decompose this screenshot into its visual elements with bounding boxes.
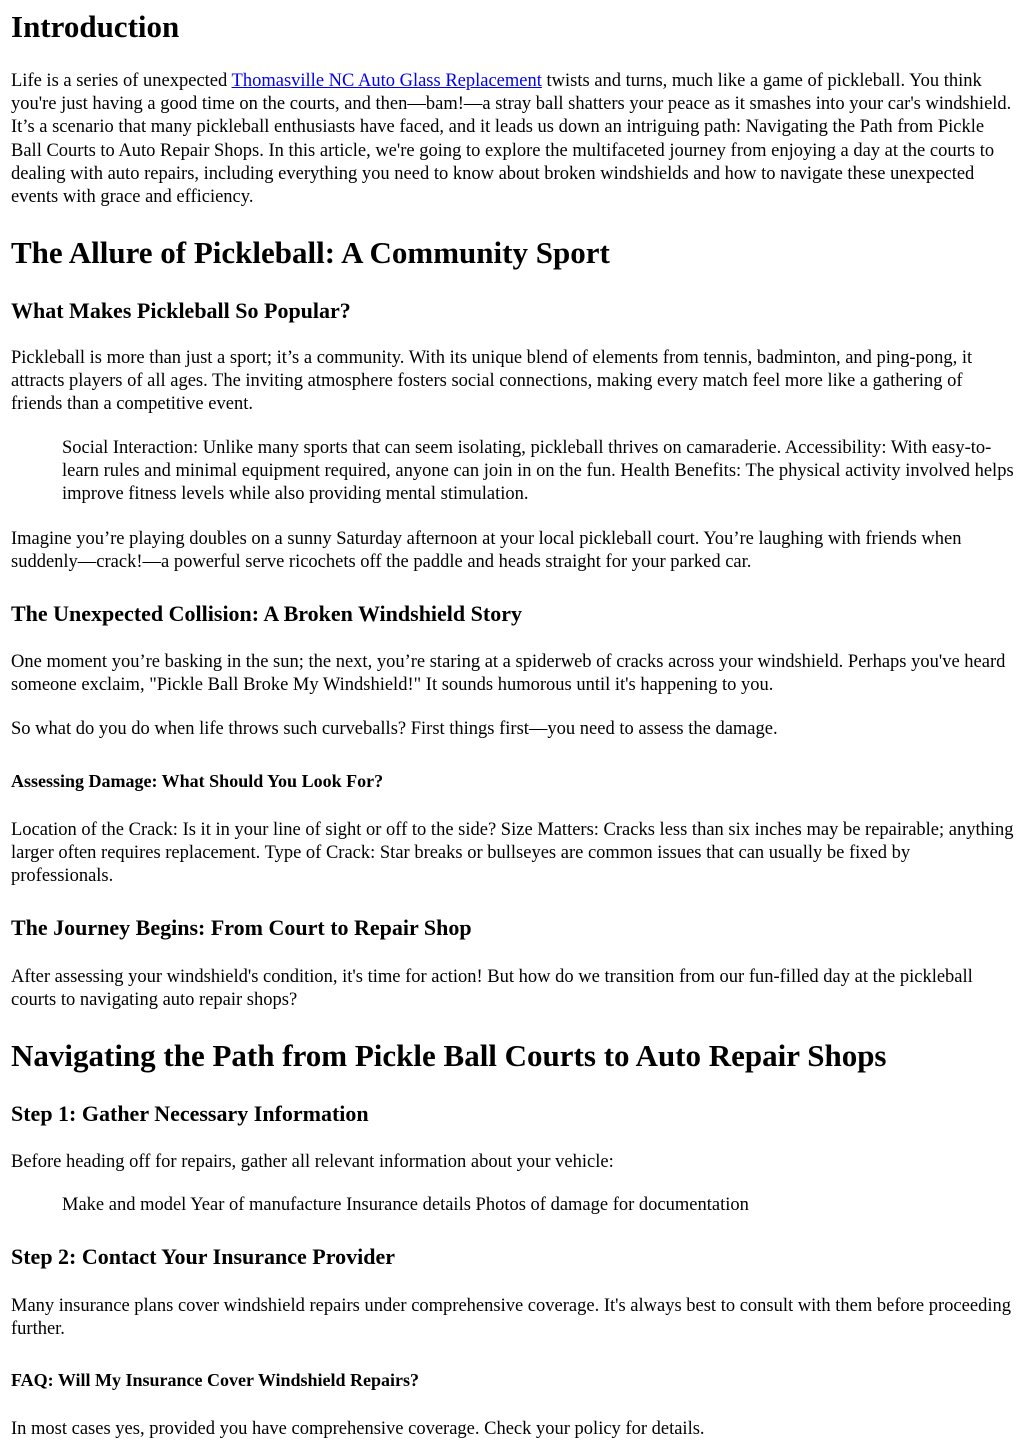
intro-text-after-link: twists and turns, much like a game of pickleball. You think you're just having a good time on the courts, and then—bam!—a stray ball shatters your peace as it smashes into your car's windshield. It’s a scenario that many pickleball enthusiasts have faced, and it leads us down an intriguing path: Navigating the Path from Pickle Ball Courts to Auto Repair Shops. In this article, we're going to explore the multifaceted journey from enjoying a day at the courts to dealing with auto repairs, including everything you need to know about broken windshields and how to navigate these unexpected events with grace and efficiency. (11, 71, 1012, 208)
popularity-subheading: What Makes Pickleball So Popular? (11, 298, 351, 323)
assessing-damage-heading: Assessing Damage: What Should You Look For? (11, 771, 384, 791)
assessing-damage-text: Location of the Crack: Is it in your line of sight or off to the side? Size Matters: Cracks less than six inches may be repairable; anything larger often requires replacement. Type of Crack: Star breaks or bullseyes are common issues that can usually be fixed by professionals. (11, 820, 1014, 887)
step2-paragraph: Many insurance plans cover windshield repairs under comprehensive coverage. It's always best to consult with them before proceeding further. (11, 1296, 1011, 1340)
faq-insurance-heading: FAQ: Will My Insurance Cover Windshield Repairs? (11, 1370, 420, 1390)
intro-paragraph (11, 70, 1016, 209)
journey-heading: The Journey Begins: From Court to Repair Shop (11, 915, 472, 940)
doubles-paragraph: Imagine you’re playing doubles on a sunny Saturday afternoon at your local pickleball court. You’re laughing with friends when suddenly—crack!—a powerful serve ricochets off the paddle and heads straight for your parked car. (11, 529, 962, 573)
intro-text-before-link: Life is a series of unexpected (11, 71, 232, 91)
allure-paragraph: Pickleball is more than just a sport; it’s a community. With its unique blend of elements from tennis, badminton, and ping-pong, it attracts players of all ages. The inviting atmosphere fosters social connections, making every match feel more like a gathering of friends than a competitive event. (11, 348, 973, 415)
journey-paragraph: After assessing your windshield's condition, it's time for action! But how do we transition from our fun-filled day at the pickleball courts to navigating auto repair shops? (11, 967, 973, 1011)
collision-paragraph: One moment you’re basking in the sun; the next, you’re staring at a spiderweb of cracks across your windshield. Perhaps you've heard someone exclaim, "Pickle Ball Broke My Windshield!" It sounds humorous until it's happening to you. (11, 652, 1006, 696)
assess-intro-paragraph: So what do you do when life throws such curveballs? First things first—you need to assess the damage. (11, 719, 778, 739)
step1-heading: Step 1: Gather Necessary Information (11, 1101, 369, 1126)
intro-heading: Introduction (11, 9, 180, 44)
step2-heading: Step 2: Contact Your Insurance Provider (11, 1244, 395, 1269)
step1-paragraph: Before heading off for repairs, gather all relevant information about your vehicle: (11, 1152, 614, 1172)
allure-heading: The Allure of Pickleball: A Community Sport (11, 235, 610, 270)
collision-heading: The Unexpected Collision: A Broken Windshield Story (11, 601, 522, 626)
vehicle-info-list: Make and model Year of manufacture Insurance details Photos of damage for documentation (62, 1195, 749, 1215)
pickleball-benefits-list: Social Interaction: Unlike many sports that can seem isolating, pickleball thrives on camaraderie. Accessibility: With easy-to-learn rules and minimal equipment required, anyone can join in on the fun. Health Benefits: The physical activity involved helps improve fitness levels while also providing mental stimulation. (62, 438, 1014, 505)
auto-glass-replacement-link[interactable]: Thomasville NC Auto Glass Replacement (231, 71, 542, 91)
navigating-heading: Navigating the Path from Pickle Ball Courts to Auto Repair Shops (11, 1038, 887, 1073)
faq-insurance-answer: In most cases yes, provided you have comprehensive coverage. Check your policy for details. (11, 1419, 705, 1439)
